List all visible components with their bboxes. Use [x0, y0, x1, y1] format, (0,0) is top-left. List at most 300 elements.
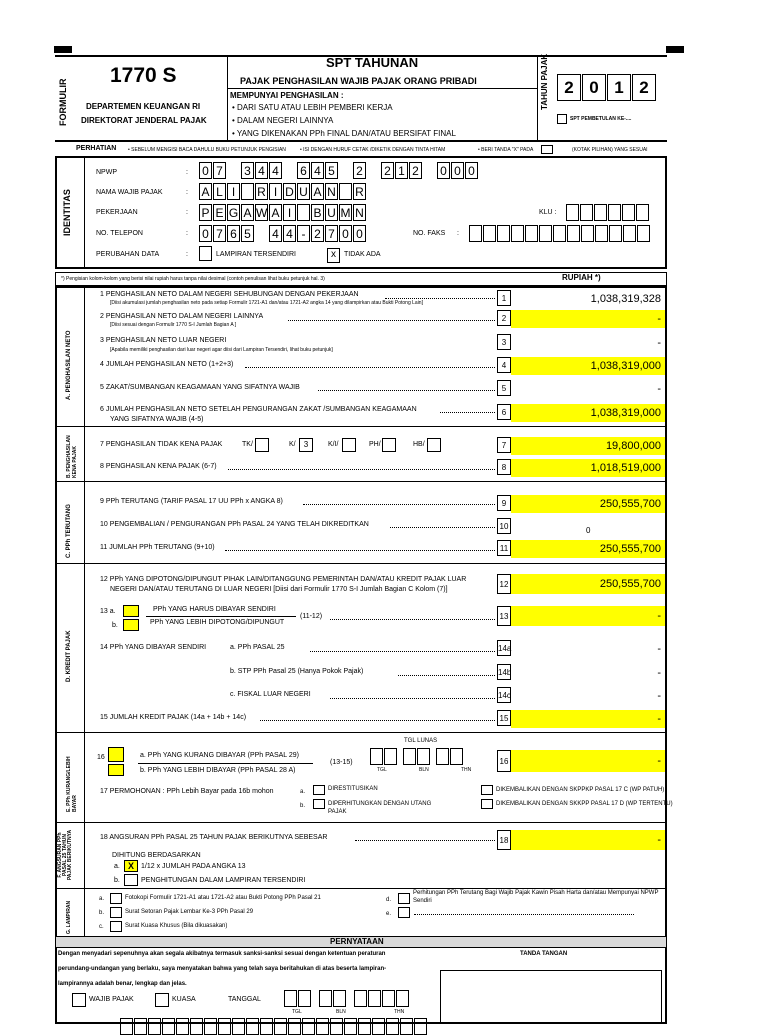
row-10-value-text: 0 — [586, 526, 591, 535]
telepon-cell[interactable]: 0 — [353, 225, 366, 242]
faks-cell[interactable] — [525, 225, 538, 242]
row-7-number: 7 — [497, 437, 511, 453]
tidak-ada-label: TIDAK ADA — [344, 251, 381, 258]
kuasa-label: KUASA — [172, 996, 196, 1003]
row-18a-text: 1/12 x JUMLAH PADA ANGKA 13 — [141, 863, 246, 870]
klu-cell[interactable] — [622, 204, 635, 221]
npwp-cell[interactable]: 0 — [451, 162, 464, 179]
pekerjaan-cell[interactable] — [297, 204, 310, 221]
faks-field[interactable] — [469, 225, 651, 242]
npwp-cell[interactable]: 4 — [311, 162, 324, 179]
npwp-cell[interactable]: 3 — [241, 162, 254, 179]
row-15-number: 15 — [497, 710, 511, 726]
section-a-label: A. PENGHASILAN NETO — [66, 330, 72, 400]
colon: : — [457, 230, 459, 237]
row-14a-label: a. PPh PASAL 25 — [230, 644, 285, 651]
row-3-value[interactable]: - — [657, 337, 661, 349]
row-13-formula: (11-12) — [300, 613, 323, 620]
npwp-cell[interactable]: 2 — [409, 162, 422, 179]
pekerjaan-cell[interactable]: A — [241, 204, 254, 221]
section-c-label: C. PPh TERUTANG — [66, 504, 72, 558]
pembetulan-label: SPT PEMBETULAN KE-.... — [570, 116, 632, 122]
telepon-field[interactable] — [199, 225, 367, 242]
perhatian-label: PERHATIAN — [76, 145, 117, 152]
lampiran-a-prefix: a. — [99, 896, 105, 902]
pekerjaan-cell[interactable]: G — [228, 206, 239, 220]
section-g-label: G. LAMPIRAN — [66, 900, 72, 934]
tax-year — [557, 74, 656, 101]
row-3-note: [Apabila memiliki penghasilan dari luar negeri agar diisi dari Lampiran Tersendiri, lihat buku petunjuk] — [110, 347, 333, 353]
row-2-note: [Diisi sesuai dengan Formulir 1770 S-I Jumlah Bagian A ] — [110, 322, 237, 328]
colon: : — [186, 209, 188, 216]
row-16a-checkbox[interactable] — [108, 747, 124, 762]
lampiran-a-text: Fotokopi Formulir 1721-A1 atau 1721-A2 atau Bukti Potong PPh Pasal 21 — [125, 895, 321, 901]
row-13b-text: PPh YANG LEBIH DIPOTONG/DIPUNGUT — [150, 619, 285, 626]
pernyataan-line-1: Dengan menyadari sepenuhnya akan segala akibatnya termasuk sanksi-sanksi sesuai dengan ketentuan peraturan — [58, 951, 386, 957]
nama-lengkap-cell[interactable] — [218, 1018, 231, 1035]
nama-lengkap-cell[interactable] — [302, 1018, 315, 1035]
lampiran-c-text: Surat Kuasa Khusus (Bila dikuasakan) — [125, 923, 228, 929]
npwp-label: NPWP — [96, 169, 117, 176]
nama-lengkap-cell[interactable] — [246, 1018, 259, 1035]
row-13b-label: b. — [112, 622, 118, 629]
faks-cell[interactable] — [511, 225, 524, 242]
thn-cell[interactable] — [436, 748, 449, 765]
row-18-label: 18 ANGSURAN PPh PASAL 25 TAHUN PAJAK BERIKUTNYA SEBESAR — [100, 834, 328, 841]
row-3-label: 3 PENGHASILAN NETO LUAR NEGERI — [100, 337, 227, 344]
faks-cell[interactable] — [497, 225, 510, 242]
registration-mark-right — [666, 46, 684, 53]
nama-lengkap-cell[interactable] — [120, 1018, 133, 1035]
year-digit: 0 — [582, 74, 606, 101]
spt-subtitle: PAJAK PENGHASILAN WAJIB PAJAK ORANG PRIBADI — [240, 76, 477, 86]
year-digit: 2 — [557, 74, 581, 101]
colon: : — [186, 251, 188, 258]
diperhitungkan-label: DIPERHITUNGKAN DENGAN UTANG PAJAK — [328, 801, 432, 815]
faks-cell[interactable] — [609, 225, 622, 242]
lampiran-tersendiri-label: LAMPIRAN TERSENDIRI — [216, 251, 296, 258]
row-12-label: 12 PPh YANG DIPOTONG/DIPUNGUT PIHAK LAIN/DITANGGUNG PEMERINTAH DAN/ATAU KREDIT PAJAK LUAR — [100, 576, 467, 583]
ptkp-tk-label: TK/ — [242, 441, 253, 448]
department-name: DEPARTEMEN KEUANGAN RI — [86, 102, 201, 111]
row-10-value[interactable] — [511, 518, 665, 536]
nama-cell[interactable]: N — [325, 183, 338, 200]
tgl-cell[interactable] — [384, 748, 397, 765]
nama-lengkap-cell[interactable] — [400, 1018, 413, 1035]
nama-cell[interactable]: I — [227, 183, 240, 200]
row-1-label: 1 PENGHASILAN NETO DALAM NEGERI SEHUBUNGAN DENGAN PEKERJAAN — [100, 291, 359, 298]
row-8-label: 8 PENGHASILAN KENA PAJAK (6-7) — [100, 463, 217, 470]
bln-cell[interactable] — [319, 990, 332, 1007]
row-14a-value[interactable]: - — [657, 643, 661, 655]
lampiran-e-prefix: e. — [386, 911, 392, 917]
row-17b-prefix: b. — [300, 803, 306, 809]
ptkp-hb-label: HB/ — [413, 441, 425, 448]
nama-lengkap-cell[interactable] — [414, 1018, 427, 1035]
faks-cell[interactable] — [469, 225, 482, 242]
nama-lengkap-cell[interactable] — [204, 1018, 217, 1035]
row-9-value[interactable]: 250,555,700 — [511, 495, 665, 513]
row-13a-label: 13 a. — [100, 608, 116, 615]
income-bullet-2: • DALAM NEGERI LAINNYA — [232, 116, 334, 125]
nama-lengkap-cell[interactable] — [190, 1018, 203, 1035]
tgl-cell[interactable] — [284, 990, 297, 1007]
row-3-number: 3 — [497, 334, 511, 350]
pekerjaan-cell[interactable]: N — [353, 204, 366, 221]
lampiran-b-text: Surat Setoran Pajak Lembar Ke-3 PPh Pasal 29 — [125, 909, 254, 915]
klu-field[interactable] — [566, 204, 650, 221]
faks-cell[interactable] — [567, 225, 580, 242]
skkpp-label: DIKEMBALIKAN DENGAN SKKPP PASAL 17 D (WP TERTENTU) — [496, 801, 673, 807]
row-13b-checkbox[interactable] — [123, 619, 139, 631]
npwp-cell[interactable]: 2 — [353, 162, 366, 179]
lampiran-b-prefix: b. — [99, 910, 105, 916]
nama-lengkap-cell[interactable] — [232, 1018, 245, 1035]
row-11-label: 11 JUMLAH PPh TERUTANG (9+10) — [100, 544, 215, 551]
klu-cell[interactable] — [566, 204, 579, 221]
row-13a-checkbox[interactable] — [123, 605, 139, 617]
npwp-cell[interactable]: 0 — [199, 162, 212, 179]
row-5-number: 5 — [497, 380, 511, 396]
row-1-value[interactable]: 1,038,319,328 — [590, 293, 661, 305]
ptkp-k-label: K/ — [289, 441, 296, 448]
row-13a-text: PPh YANG HARUS DIBAYAR SENDIRI — [153, 606, 276, 613]
row-17a-prefix: a. — [300, 789, 306, 795]
nama-lengkap-field[interactable] — [120, 1018, 428, 1035]
thn-cell[interactable] — [396, 990, 409, 1007]
npwp-cell[interactable]: 6 — [297, 162, 310, 179]
tanggal-field[interactable] — [284, 990, 410, 1007]
npwp-cell[interactable]: 0 — [437, 162, 450, 179]
pekerjaan-cell[interactable]: U — [325, 204, 338, 221]
nama-cell[interactable]: D — [283, 183, 296, 200]
income-bullet-3: • YANG DIKENAKAN PPh FINAL DAN/ATAU BERSIFAT FINAL — [232, 129, 456, 138]
row-11-number: 11 — [497, 540, 511, 556]
row-5-value[interactable]: - — [657, 383, 661, 395]
telepon-cell[interactable]: 7 — [325, 225, 338, 242]
ptkp-ph-label: PH/ — [369, 441, 381, 448]
skppkp-label: DIKEMBALIKAN DENGAN SKPPKP PASAL 17 C (WP PATUH) — [496, 787, 665, 793]
row-14b-number: 14b — [497, 664, 511, 680]
section-e-label: E. PPh KURANG/LEBIH BAYAR — [66, 756, 78, 812]
tanggal-bln-sublabel: BLN — [336, 1009, 346, 1015]
pekerjaan-cell[interactable]: I — [283, 204, 296, 221]
tahun-pajak-label: TAHUN PAJAK — [540, 53, 549, 110]
nama-cell[interactable]: I — [269, 183, 282, 200]
pekerjaan-cell[interactable]: E — [213, 204, 226, 221]
tidak-ada-checkbox[interactable]: x — [327, 248, 340, 263]
rupiah-header: RUPIAH *) — [562, 273, 601, 282]
row-16-value[interactable]: - — [511, 750, 665, 772]
row-10-number: 10 — [497, 518, 511, 534]
row-7-label: 7 PENGHASILAN TIDAK KENA PAJAK — [100, 441, 223, 448]
pekerjaan-cell[interactable]: P — [199, 204, 212, 221]
klu-cell[interactable] — [636, 204, 649, 221]
ptkp-tk-box[interactable] — [255, 438, 269, 452]
section-f-label: F. ANGSURAN PPh PASAL 25 TAHUN PAJAK BERIKUTNYA — [57, 829, 73, 881]
perhatian-note-2: • ISI DENGAN HURUF CETAK /DIKETIK DENGAN TINTA HITAM — [300, 147, 446, 153]
lampiran-b-checkbox[interactable] — [110, 907, 122, 918]
row-14c-number: 14c — [497, 687, 511, 703]
nama-lengkap-cell[interactable] — [176, 1018, 189, 1035]
thn-cell[interactable] — [368, 990, 381, 1007]
angsuran-1-12-checkbox[interactable]: X — [124, 860, 138, 872]
row-18b-prefix: b. — [114, 877, 120, 884]
tanggal-label: TANGGAL — [228, 996, 261, 1003]
mempunyai-label: MEMPUNYAI PENGHASILAN : — [230, 91, 344, 100]
lampiran-a-checkbox[interactable] — [110, 893, 122, 904]
npwp-cell[interactable]: 5 — [325, 162, 338, 179]
faks-label: NO. FAKS — [413, 230, 446, 237]
telepon-cell[interactable]: 0 — [339, 225, 352, 242]
angsuran-lampiran-checkbox[interactable] — [124, 874, 138, 886]
colon: : — [186, 189, 188, 196]
tanda-tangan-label: TANDA TANGAN — [520, 951, 568, 957]
row-16-formula: (13-15) — [330, 759, 353, 766]
pekerjaan-label: PEKERJAAN — [96, 209, 138, 216]
spt-title: SPT TAHUNAN — [326, 55, 419, 70]
bln-sublabel: BLN — [419, 767, 429, 773]
colon: : — [186, 169, 188, 176]
telepon-cell[interactable]: 4 — [283, 225, 296, 242]
nama-lengkap-cell[interactable] — [148, 1018, 161, 1035]
row-12-number: 12 — [497, 574, 511, 594]
row-18b-text: PENGHITUNGAN DALAM LAMPIRAN TERSENDIRI — [141, 877, 306, 884]
row-14a-number: 14a — [497, 640, 511, 656]
perhatian-note-4: (KOTAK PILIHAN) YANG SESUAI — [572, 147, 648, 153]
perubahan-label: PERUBAHAN DATA — [96, 251, 160, 258]
row-1-note: [Diisi akumulasi jumlah penghasilan neto pada setiap Formulir 1721-A1 dan/atau 1721-A2 angka 14 yang dilampirkan atau Bukti Potong Lain] — [110, 300, 423, 306]
row-4-value[interactable]: 1,038,319,000 — [511, 357, 665, 375]
npwp-cell[interactable]: 2 — [381, 162, 394, 179]
nama-lengkap-cell[interactable] — [344, 1018, 357, 1035]
npwp-cell[interactable]: 7 — [213, 162, 226, 179]
form-number: 1770 S — [110, 64, 177, 87]
bln-cell[interactable] — [417, 748, 430, 765]
row-2-number: 2 — [497, 310, 511, 326]
income-bullet-1: • DARI SATU ATAU LEBIH PEMBERI KERJA — [232, 103, 393, 112]
nama-lengkap-cell[interactable] — [162, 1018, 175, 1035]
klu-cell[interactable] — [580, 204, 593, 221]
nama-cell[interactable]: A — [199, 183, 212, 200]
restitusi-checkbox[interactable] — [313, 785, 325, 795]
bln-cell[interactable] — [333, 990, 346, 1007]
pekerjaan-cell[interactable]: A — [269, 204, 282, 221]
ptkp-ki-label: K/I/ — [328, 441, 339, 448]
pekerjaan-cell[interactable]: M — [340, 206, 351, 220]
ptkp-ph-box[interactable] — [382, 438, 396, 452]
npwp-cell[interactable]: 4 — [269, 162, 282, 179]
restitusi-label: DIRESTITUSIKAN — [328, 786, 378, 792]
tgl-sublabel: TGL — [377, 767, 387, 773]
pernyataan-line-2: perundang-undangan yang berlaku, saya menyatakan bahwa yang telah saya beritahukan di atas beserta lampiran- — [58, 966, 387, 972]
faks-cell[interactable] — [483, 225, 496, 242]
faks-cell[interactable] — [637, 225, 650, 242]
perhatian-note-3: • BERI TANDA "X" PADA — [478, 147, 534, 153]
row-15-value[interactable]: - — [511, 710, 665, 728]
row-18-value[interactable]: - — [511, 830, 665, 850]
row-14b-label: b. STP PPh Pasal 25 (Hanya Pokok Pajak) — [230, 668, 364, 675]
skppkp-checkbox[interactable] — [481, 785, 493, 795]
telepon-label: NO. TELEPON — [96, 230, 143, 237]
bln-cell[interactable] — [403, 748, 416, 765]
telepon-cell[interactable]: 0 — [199, 225, 212, 242]
nama-cell[interactable] — [241, 183, 254, 200]
thn-cell[interactable] — [450, 748, 463, 765]
nama-cell[interactable]: R — [255, 183, 268, 200]
thn-cell[interactable] — [354, 990, 367, 1007]
nama-lengkap-cell[interactable] — [372, 1018, 385, 1035]
wajib-pajak-checkbox[interactable] — [72, 993, 86, 1007]
row-13-number: 13 — [497, 606, 511, 626]
thn-sublabel: THN — [461, 767, 472, 773]
identitas-label: IDENTITAS — [62, 189, 72, 236]
row-9-label: 9 PPh TERUTANG (TARIF PASAL 17 UU PPh x ANGKA 8) — [100, 498, 283, 505]
nama-lengkap-cell[interactable] — [316, 1018, 329, 1035]
signature-box[interactable] — [440, 970, 662, 1024]
row-16a-text: a. PPh YANG KURANG DIBAYAR (PPh PASAL 29) — [140, 752, 299, 759]
telepon-cell[interactable]: - — [297, 225, 310, 242]
lampiran-e-checkbox[interactable] — [398, 907, 410, 918]
nama-lengkap-cell[interactable] — [288, 1018, 301, 1035]
nama-field[interactable] — [199, 183, 367, 200]
pekerjaan-cell[interactable]: W — [256, 206, 268, 220]
tgl-lunas-field[interactable] — [370, 748, 464, 765]
row-8-value[interactable]: 1,018,519,000 — [511, 459, 665, 477]
row-18a-prefix: a. — [114, 863, 120, 870]
nama-cell[interactable] — [339, 183, 352, 200]
nama-label: NAMA WAJIB PAJAK — [96, 189, 163, 196]
row-7-value[interactable]: 19,800,000 — [511, 437, 665, 455]
lampiran-d-text: Perhitungan PPh Terutang Bagi Wajib Pajak Kawin Pisah Harta dan/atau Mempunyai NPWP Sendiri — [413, 890, 659, 904]
rupiah-note: *) Pengisian kolom-kolom yang berisi nilai rupiah harus tanpa nilai desimal (contoh penulisan lihat buku petunjuk hal. 3) — [61, 276, 325, 282]
faks-cell[interactable] — [623, 225, 636, 242]
year-digit: 2 — [632, 74, 656, 101]
row-4-label: 4 JUMLAH PENGHASILAN NETO (1+2+3) — [100, 361, 234, 368]
row-2-value[interactable]: - — [511, 310, 665, 328]
nama-cell[interactable]: A — [311, 183, 324, 200]
row-14b-value[interactable]: - — [657, 667, 661, 679]
pernyataan-line-3: lampirannya adalah benar, lengkap dan jelas. — [58, 981, 187, 987]
ptkp-hb-box[interactable] — [427, 438, 441, 452]
perhatian-checkbox-sample — [541, 145, 553, 154]
tgl-cell[interactable] — [370, 748, 383, 765]
section-d-label: D. KREDIT PAJAK — [66, 630, 72, 682]
telepon-cell[interactable]: 2 — [311, 225, 324, 242]
row-16b-text: b. PPh YANG LEBIH DIBAYAR (PPh PASAL 28 A) — [140, 767, 296, 774]
nama-lengkap-cell[interactable] — [358, 1018, 371, 1035]
row-12-label-2: NEGERI DAN/ATAU TERUTANG DI LUAR NEGERI [Diisi dari Formulir 1770 S-I Jumlah Bagian C Kolom (7)] — [110, 586, 448, 593]
formulir-label: FORMULIR — [58, 78, 68, 126]
row-1-number: 1 — [497, 290, 511, 306]
thn-cell[interactable] — [382, 990, 395, 1007]
row-14c-label: c. FISKAL LUAR NEGERI — [230, 691, 311, 698]
row-5-label: 5 ZAKAT/SUMBANGAN KEAGAMAAN YANG SIFATNYA WAJIB — [100, 384, 300, 391]
row-10-label: 10 PENGEMBALIAN / PENGURANGAN PPh PASAL 24 YANG TELAH DIKREDITKAN — [100, 521, 369, 528]
npwp-cell[interactable]: 0 — [465, 162, 478, 179]
nama-lengkap-cell[interactable] — [134, 1018, 147, 1035]
npwp-cell[interactable]: 1 — [395, 162, 408, 179]
diperhitungkan-checkbox[interactable] — [313, 799, 325, 809]
wajib-pajak-label: WAJIB PAJAK — [89, 996, 134, 1003]
tgl-lunas-label: TGL LUNAS — [404, 738, 438, 744]
ptkp-ki-box[interactable] — [342, 438, 356, 452]
row-13-value[interactable]: - — [511, 606, 665, 626]
faks-cell[interactable] — [595, 225, 608, 242]
row-6-value[interactable]: 1,038,319,000 — [511, 404, 665, 422]
year-digit: 1 — [607, 74, 631, 101]
klu-cell[interactable] — [608, 204, 621, 221]
faks-cell[interactable] — [581, 225, 594, 242]
nama-cell[interactable]: L — [213, 183, 226, 200]
pekerjaan-cell[interactable]: B — [311, 204, 324, 221]
npwp-field[interactable] — [199, 162, 479, 179]
telepon-cell[interactable]: 4 — [269, 225, 282, 242]
row-15-label: 15 JUMLAH KREDIT PAJAK (14a + 14b + 14c) — [100, 714, 247, 721]
npwp-cell[interactable]: 4 — [255, 162, 268, 179]
registration-mark-left — [54, 46, 72, 53]
lampiran-c-checkbox[interactable] — [110, 921, 122, 932]
tanggal-thn-sublabel: THN — [394, 1009, 405, 1015]
kuasa-checkbox[interactable] — [155, 993, 169, 1007]
row-6-label-2: YANG SIFATNYA WAJIB (4-5) — [110, 416, 204, 423]
row-2-label: 2 PENGHASILAN NETO DALAM NEGERI LAINNYA — [100, 313, 264, 320]
row-6-number: 6 — [497, 404, 511, 420]
skkpp-checkbox[interactable] — [481, 799, 493, 809]
nama-cell[interactable]: R — [353, 183, 366, 200]
faks-cell[interactable] — [539, 225, 552, 242]
nama-lengkap-cell[interactable] — [274, 1018, 287, 1035]
pembetulan-checkbox[interactable] — [557, 114, 567, 124]
pernyataan-title: PERNYATAAN — [330, 937, 384, 946]
row-16b-checkbox[interactable] — [108, 764, 124, 776]
telepon-cell[interactable]: 6 — [227, 225, 240, 242]
dihitung-label: DIHITUNG BERDASARKAN — [112, 852, 201, 859]
directorate-name: DIREKTORAT JENDERAL PAJAK — [81, 116, 207, 125]
nama-lengkap-cell[interactable] — [260, 1018, 273, 1035]
nama-lengkap-cell[interactable] — [386, 1018, 399, 1035]
faks-cell[interactable] — [553, 225, 566, 242]
row-16-number: 16 — [497, 750, 511, 772]
row-17-label: 17 PERMOHONAN : PPh Lebih Bayar pada 16b mohon — [100, 788, 274, 795]
tgl-cell[interactable] — [298, 990, 311, 1007]
nama-cell[interactable]: U — [297, 183, 310, 200]
telepon-cell[interactable]: 5 — [241, 225, 254, 242]
row-18-number: 18 — [497, 830, 511, 850]
perhatian-note-1: • SEBELUM MENGISI BACA DAHULU BUKU PETUNJUK PENGISIAN — [128, 147, 286, 153]
row-4-number: 4 — [497, 357, 511, 373]
klu-cell[interactable] — [594, 204, 607, 221]
row-14c-value[interactable]: - — [657, 690, 661, 702]
telepon-cell[interactable]: 7 — [213, 225, 226, 242]
row-12-value[interactable]: 250,555,700 — [511, 574, 665, 594]
lampiran-tersendiri-checkbox[interactable] — [199, 246, 212, 261]
lampiran-c-prefix: c. — [99, 924, 104, 930]
pekerjaan-field[interactable] — [199, 204, 367, 221]
section-b-label: B. PENGHASILAN KENA PAJAK — [66, 435, 78, 478]
nama-lengkap-cell[interactable] — [330, 1018, 343, 1035]
ptkp-k-box[interactable]: 3 — [299, 438, 313, 452]
row-9-number: 9 — [497, 495, 511, 511]
row-11-value[interactable]: 250,555,700 — [511, 540, 665, 558]
row-6-label: 6 JUMLAH PENGHASILAN NETO SETELAH PENGURANGAN ZAKAT /SUMBANGAN KEAGAMAAN — [100, 406, 417, 413]
lampiran-d-prefix: d. — [386, 897, 392, 903]
tanggal-tgl-sublabel: TGL — [292, 1009, 302, 1015]
row-16-label: 16 — [97, 754, 105, 761]
row-8-number: 8 — [497, 459, 511, 475]
klu-label: KLU : — [539, 209, 557, 216]
lampiran-d-checkbox[interactable] — [398, 893, 410, 904]
